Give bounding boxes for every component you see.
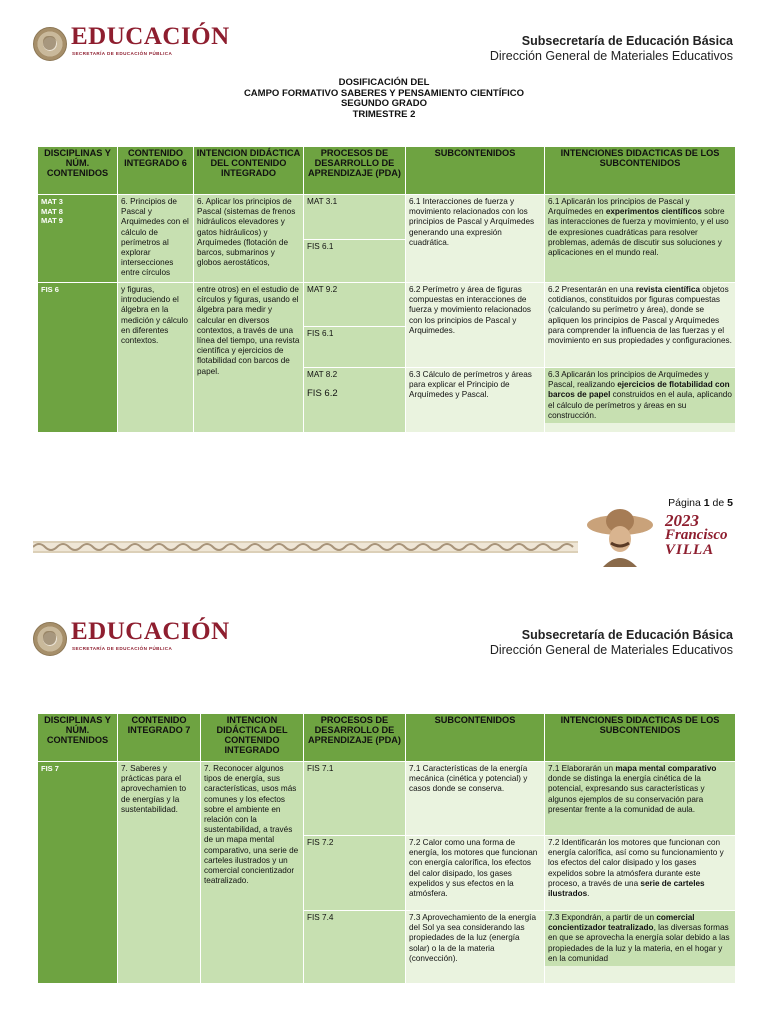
villa-portrait-icon xyxy=(585,505,655,567)
subcontenido-cell: 6.1 Interacciones de fuerza y movimiento relacionados con los principios de Pascal y Arquímedes generando una expresión cuadrática. xyxy=(406,195,545,283)
pda-code: FIS 7.4 xyxy=(304,910,405,980)
page-label: Página xyxy=(668,497,701,509)
header-pda: PROCESOS DE DESARROLLO DE APRENDIZAJE (PDA) xyxy=(304,147,406,195)
header-disciplinas: DISCIPLINAS Y NÚM. CONTENIDOS xyxy=(38,147,118,195)
text-run: objetos cotidianos, constituidos por figuras compuestas (calculando su perímetro y área), donde se apliquen los principios de Pascal y Arquímedes para comprender la influencia de las fuerzas y el movimiento en sus propiedades y configuraciones. xyxy=(548,285,732,346)
header-right xyxy=(490,34,733,63)
pda-group xyxy=(304,367,405,399)
sep-logo xyxy=(33,618,230,662)
text-run: construidos en el aula, aplicando el cálculo de perímetros y áreas en su construcción. xyxy=(548,390,732,420)
logo-wordmark: EDUCACIÓN xyxy=(71,23,230,50)
intencion-sub-cell xyxy=(545,762,736,984)
intencion-cell: 7. Reconocer algunos tipos de energía, sus características, usos más comunes y los efectos sobre el ambiente en relación con la sustentabilidad, a través de un mapa mental comparativo, una serie de carteles ilustrados y un comercial concientizador teatralizado. xyxy=(201,762,304,984)
text-run: 6.2 Presentarán en una xyxy=(548,285,636,294)
bold-run: ejercicios de flotabilidad con barcos de papel xyxy=(548,380,730,400)
title-line: DOSIFICACIÓN DEL xyxy=(338,77,430,88)
intencion-sub-cell xyxy=(545,195,736,283)
national-seal-icon xyxy=(33,27,67,61)
pda-cell xyxy=(304,762,406,984)
header-subtitle: Dirección General de Materiales Educativos xyxy=(489,49,733,63)
disciplina-cell: FIS 6 xyxy=(38,283,118,433)
dosificacion-table-2 xyxy=(37,713,736,984)
pda-cell xyxy=(304,195,406,283)
text-run: 6.3 Aplicarán los principios de Arquímedes y Pascal, realizando xyxy=(548,370,709,390)
bold-run: mapa mental comparativo xyxy=(615,764,717,773)
intencion-cell: entre otros) en el estudio de círculos y figuras, usando el álgebra para medir y calcular en diversos contextos, a través de una línea del tiempo, una revista científica y ejercicios de flotabilidad con barcos de papel. xyxy=(194,283,304,433)
bold-run: experimentos científicos xyxy=(605,207,702,217)
intencion-sub-block xyxy=(545,762,735,835)
bold-run: comercial concientizador teatralizado xyxy=(548,913,695,933)
pda-code: FIS 6.1 xyxy=(304,326,405,367)
header-subcontenidos: SUBCONTENIDOS xyxy=(406,714,545,762)
pda-code: FIS 7.1 xyxy=(307,764,334,773)
emblem-surname: VILLA xyxy=(665,542,715,558)
bold-run: serie de carteles ilustrados xyxy=(548,878,705,899)
pda-code: MAT 8.2 xyxy=(307,370,338,379)
header-pda: PROCESOS DE DESARROLLO DE APRENDIZAJE (PDA) xyxy=(304,714,406,762)
document-title xyxy=(0,78,768,120)
text-run: . xyxy=(587,889,590,899)
intencion-sub-block xyxy=(545,283,735,367)
header-title: Subsecretaría de Educación Básica xyxy=(521,628,733,642)
text-run: 7.1 Elaborarán un xyxy=(548,764,616,773)
pda-cell xyxy=(304,283,406,433)
dosificacion-table-1 xyxy=(37,146,736,433)
pda-code: FIS 7.2 xyxy=(304,835,405,910)
contenido-cell: y figuras, introduciendo el álgebra en la medición y cálculo en diferentes contextos. xyxy=(118,283,194,433)
logo-wordmark: EDUCACIÓN xyxy=(71,618,230,645)
intencion-cell: 6. Aplicar los principios de Pascal (sistemas de frenos hidráulicos elevadores y gatos hidráulicos) y Arquímedes (flotación de barcos, submarinos y globos aerostáticos, xyxy=(194,195,304,283)
text-run: , las diversas formas en que se aprovecha la energía solar debido a las propiedades de la luz y la materia, en el hogar y en la comunidad xyxy=(548,923,730,963)
pda-code: FIS 6.1 xyxy=(304,239,405,282)
logo-subtitle: SECRETARÍA DE EDUCACIÓN PÚBLICA xyxy=(72,646,173,651)
intencion-sub-block xyxy=(545,367,735,423)
subcontenido-block: 7.3 Aprovechamiento de la energía del Sol ya sea considerando las propiedades de la luz (energía solar) o la de la materia (convección). xyxy=(406,910,544,966)
subcontenido-block: 6.3 Cálculo de perímetros y áreas para explicar el Principio de Arquímedes y Pascal. xyxy=(406,367,544,403)
subcontenido-block: 7.1 Características de la energía mecánica (cinética y potencial) y casos donde se conserva. xyxy=(409,764,528,794)
francisco-villa-emblem xyxy=(585,505,735,567)
pda-code: MAT 9.2 xyxy=(307,285,338,294)
header-intencion: INTENCION DIDÁCTICA DEL CONTENIDO INTEGRADO xyxy=(194,147,304,195)
header-right xyxy=(490,628,733,657)
text-run: 6.1 Aplicarán los principios de Pascal y Arquímedes en xyxy=(548,197,690,217)
document-page-2 xyxy=(0,595,768,1024)
emblem-name: Francisco xyxy=(665,527,728,543)
page-current: 1 xyxy=(703,497,710,509)
pda-code: MAT 3.1 xyxy=(307,197,338,206)
header-intenciones-sub: INTENCIONES DIDACTICAS DE LOS SUBCONTENIDOS xyxy=(545,714,736,762)
header-title: Subsecretaría de Educación Básica xyxy=(521,34,733,48)
page-total: 5 xyxy=(727,497,733,509)
header-intenciones-sub: INTENCIONES DIDACTICAS DE LOS SUBCONTENIDOS xyxy=(545,147,736,195)
page-of: de xyxy=(712,497,725,509)
header-intencion: INTENCION DIDÁCTICA DEL CONTENIDO INTEGRADO xyxy=(201,714,304,762)
subcontenido-block: 6.2 Perímetro y área de figuras compuestas en interacciones de fuerza y movimiento relacionados con los principios de Pascal y Arquimedes. xyxy=(409,285,531,335)
intencion-sub-block xyxy=(545,835,735,910)
decorative-border-icon xyxy=(33,541,578,553)
disciplina-cell: MAT 3 MAT 8 MAT 9 xyxy=(38,195,118,283)
text-run: sobre las interacciones de fuerza y movimiento, y el uso de expresiones cuadráticas para resolver problemas, además de discutir sus soluciones y aplicaciones en el mundo real. xyxy=(548,207,729,258)
sep-logo xyxy=(33,23,230,67)
subcontenido-cell xyxy=(406,283,545,433)
logo-subtitle: SECRETARÍA DE EDUCACIÓN PÚBLICA xyxy=(72,51,173,56)
title-line: TRIMESTRE 2 xyxy=(352,108,416,120)
emblem-text xyxy=(665,513,728,558)
header-contenido: CONTENIDO INTEGRADO 7 xyxy=(118,714,201,762)
bold-run: revista científica xyxy=(635,285,701,294)
header-contenido: CONTENIDO INTEGRADO 6 xyxy=(118,147,194,195)
header-subcontenidos: SUBCONTENIDOS xyxy=(406,147,545,195)
title-line: SEGUNDO GRADO xyxy=(340,98,428,109)
contenido-cell: 6. Principios de Pascal y Arquimedes con el cálculo de perímetros al explorar intersecciones entre círculos xyxy=(118,195,194,283)
intencion-sub-block xyxy=(545,910,735,966)
text-run: donde se distinga la energía cinética de la potencial, expresando sus características y algunos ejemplos de su conservación para presentar frente a la comunidad de aula. xyxy=(548,774,705,814)
disciplina-cell: FIS 7 xyxy=(38,762,118,984)
national-seal-icon xyxy=(33,622,67,656)
title-line: CAMPO FORMATIVO SABERES Y PENSAMIENTO CIENTÍFICO xyxy=(243,87,525,99)
subcontenido-block: 7.2 Calor como una forma de energía, los motores que funcionan con energía calorífica, los efectos del calor disipado, los gases expelidos y sus efectos en la atmósfera. xyxy=(406,835,544,910)
emblem-year: 2023 xyxy=(665,511,699,530)
pda-code: FIS 6.2 xyxy=(307,388,338,399)
header-subtitle: Dirección General de Materiales Educativos xyxy=(489,643,733,657)
intencion-sub-cell xyxy=(545,283,736,433)
contenido-cell: 7. Saberes y prácticas para el aprovechamien to de energías y la sustentabilidad. xyxy=(118,762,201,984)
subcontenido-cell xyxy=(406,762,545,984)
text-run: 7.2 Identificarán los motores que funcionan con energía calorífica, así como su funcionamiento y los efectos del calor disipado y los gases expelidos sobre la atmósfera durante este proceso, a través de una xyxy=(548,838,724,888)
pda-group xyxy=(304,283,405,367)
text-run: 7.3 Expondrán, a partir de un xyxy=(548,913,657,922)
header-disciplinas: DISCIPLINAS Y NÚM. CONTENIDOS xyxy=(38,714,118,762)
